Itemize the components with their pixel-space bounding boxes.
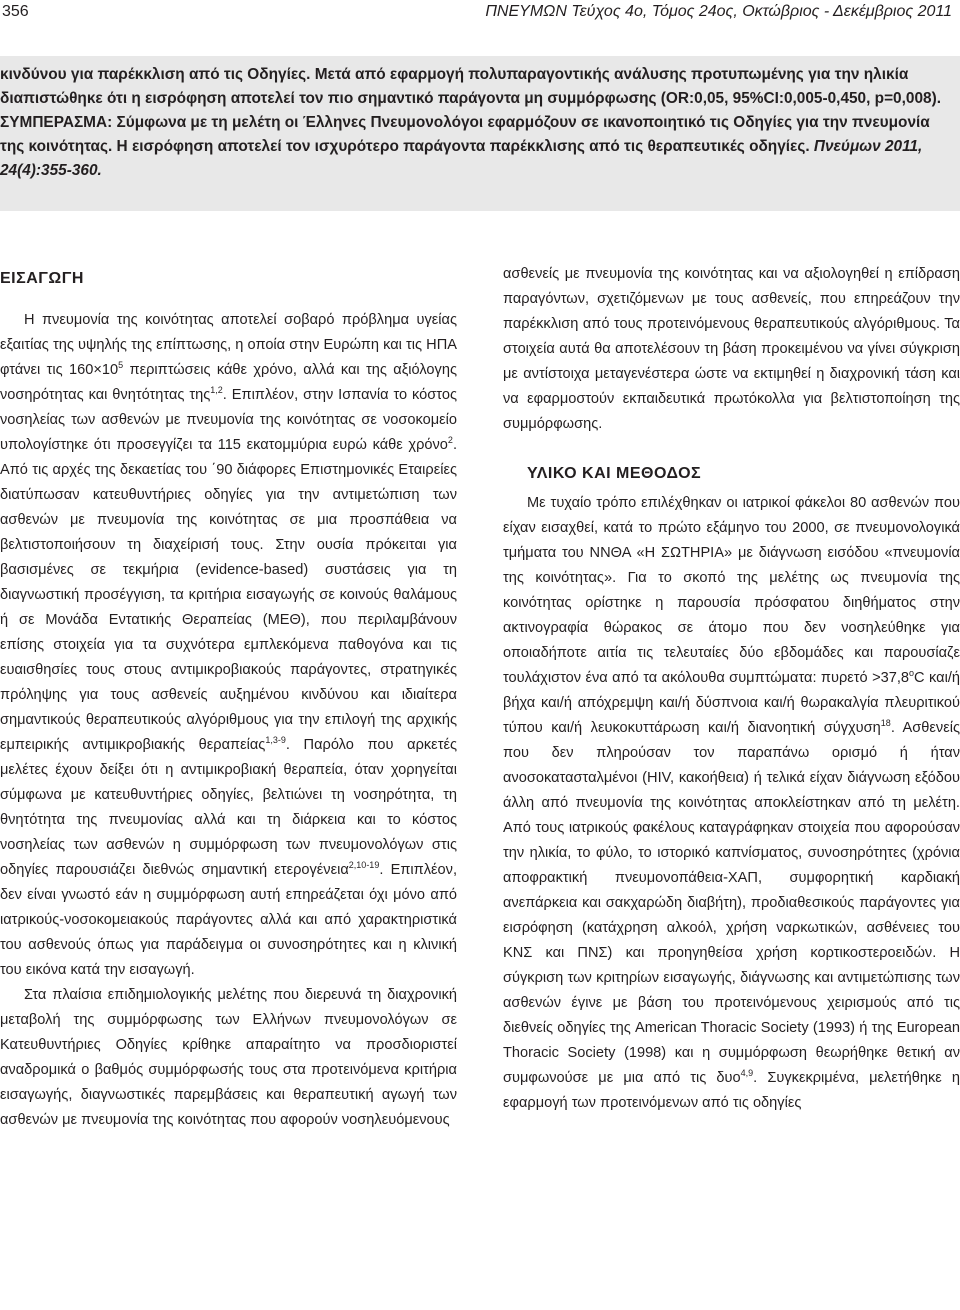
intro-paragraph-1: Η πνευμονία της κοινότητας αποτελεί σοβαρό πρόβλημα υγείας εξαιτίας της υψηλής της επίπτωσης, η οποία στην Ευρώπη και τις ΗΠΑ φτάνει τις $160\times 10^5$ περιπτώσεις κάθε χρόνο, αλλά και της αξιόλογης νοσηρότητας και θνητότητας της$^{1,2}$. Επιπλέον, στην Ισπανία το κόστος νοσηλείας των ασθενών με πνευμονία της κοινότητας σε νοσοκομείο υπολογίστηκε ότι προσεγγίζει τα 115 εκατομμύρια ευρώ κάθε χρόνο$^2$. Από τις αρχές της δεκαετίας του ΄90 διάφορες Επιστημονικές Εταιρείες διατύπωσαν κατευθυντήριες οδηγίες για την αντιμετώπιση των ασθενών με πνευμονία της κοινότητας σε μια προσπάθεια να βελτιστοποιήσουν τη διαχείρισή τους. Στην ουσία πρόκειται για βασισμένες σε τεκμήρια (evidence-based) συστάσεις για τη διαγνωστική προσέγγιση, τα κριτήρια εισαγωγής σε κοινούς θαλάμους ή σε Μονάδα Εντατικής Θεραπείας (ΜΕΘ), που περιλαμβάνουν επίσης στοιχεία για τα συχνότερα εμπλεκόμενα παθογόνα και τις ευαισθησίες τους στους αντιμικροβιακούς παράγοντες, στρατηγικές πρόληψης για τους ασθενείς αυξημένου κινδύνου και ιδιαίτερα σημαντικούς θεραπευτικούς αλγόριθμους για την επιλογή της αρχικής εμπειρικής αντιμικροβιακής θεραπείας$^{1,3-9}$. Παρόλο που αρκετές μελέτες έχουν δείξει ότι η αντιμικροβιακή θεραπεία, όταν χορηγείται σύμφωνα με κατευθυντήριες οδηγίες, βελτιώνει τη νοσηρότητα, τη θνητότητα της πνευμονίας αλλά και τη διάρκεια και το κόστος νοσηλείας των ασθενών η συμμόρφωση των πνευμονολόγων στις οδηγίες παρουσιάζει διεθνώς σημαντική ετερογένεια$^{2,10-19}$. Επιπλέον, δεν είναι γνωστό εάν η συμμόρφωση αυτή επηρεάζεται όχι μόνο από ιατρικούς-νοσοκομειακούς παράγοντες αλλά και από χαρακτηριστικά του ασθενούς όπως για παράδειγμα οι συνοσηρότητες και η κλινική του εικόνα κατά την εισαγωγή.: [0, 312, 457, 978]
abstract-body: κινδύνου για παρέκκλιση από τις Οδηγίες. Μετά από εφαρμογή πολυπαραγοντικής ανάλυσης προτυπωμένης για την ηλικία διαπιστώθηκε ότι η εισρόφηση αποτελεί τον πιο σημαντικό παράγοντα μη συμμόρφωσης (OR:0,05, 95%CI:0,005-0,450, p=0,008). ΣΥΜΠΕΡΑΣΜΑ: Σύμφωνα με τη μελέτη οι Έλληνες Πνευμονολόγοι εφαρμόζουν σε ικανοποιητικό τις Οδηγίες για την πνευμονία της κοινότητας. Η εισρόφηση αποτελεί τον ισχυρότερο παράγοντα παρέκκλισης από τις θεραπευτικές οδηγίες.: [0, 66, 941, 155]
page-number: 356: [2, 3, 29, 20]
reference-superscript: 2,10-19: [348, 860, 380, 871]
reference-superscript: 2: [447, 435, 453, 446]
intro-paragraph-2-continued: ασθενείς με πνευμονία της κοινότητας και να αξιολογηθεί η επίδραση παραγόντων, σχετιζόμενων με τους ασθενείς, που επηρεάζουν την παρέκκλιση από τους προτεινόμενους θεραπευτικούς αλγόριθμους. Τα στοιχεία αυτά θα αποτελέσουν τη βάση προκειμένου να γίνει σύγκριση με αντίστοιχα μεταγενέστερα ώστε να εκτιμηθεί η διαχρονική τάση και να εφαρμοστούν εκπαιδευτικά πρωτόκολλα για βελτιστοποίηση της συμμόρφωσης.: [503, 266, 960, 432]
reference-superscript: 1,2: [210, 385, 223, 396]
reference-superscript: 18: [880, 718, 891, 729]
left-column: [0, 262, 457, 1133]
reference-superscript: 1,3-9: [265, 735, 286, 746]
reference-superscript: 4,9: [740, 1068, 754, 1079]
abstract-text: [0, 63, 952, 183]
intro-paragraph-2: Στα πλαίσια επιδημιολογικής μελέτης που διερευνά τη διαχρονική μεταβολή της συμμόρφωσης των Ελλήνων πνευμονολόγων σε Κατευθυντήριες Οδηγίες κρίθηκε απαραίτητο να προσδιοριστεί αναδρομικά ο βαθμός συμμόρφωσής τους στα προτεινόμενα κριτήρια εισαγωγής, διαγνωστικές παρεμβάσεις και θεραπευτική αγωγή των ασθενών με πνευμονία της κοινότητας που αφορούν νοσηλευόμενους: [0, 987, 457, 1128]
reference-superscript: 5: [118, 360, 124, 371]
page-header: [0, 0, 960, 30]
abstract-citation: Πνεύμων 2011, 24(4):355-360.: [0, 138, 923, 179]
section-heading-methods: ΥΛΙΚΟ ΚΑΙ ΜΕΘΟΔΟΣ: [527, 465, 702, 482]
journal-running-head: ΠΝΕΥΜΩΝ Τεύχος 4ο, Τόμος 24ος, Οκτώβριος - Δεκέμβριος 2011: [485, 3, 952, 20]
abstract-box: [0, 56, 960, 211]
degree-superscript: ο: [909, 668, 915, 679]
section-heading-introduction: ΕΙΣΑΓΩΓΗ: [0, 270, 84, 287]
methods-paragraph-1: Με τυχαίο τρόπο επιλέχθηκαν οι ιατρικοί φάκελοι 80 ασθενών που είχαν εισαχθεί, κατά το πρώτο εξάμηνο του 2000, σε πνευμονολογικά τμήματα του ΝΝΘΑ «Η ΣΩΤΗΡΙΑ» με διάγνωση εισόδου «πνευμονία της κοινότητας». Για το σκοπό της μελέτης ως πνευμονία της κοινότητας ορίστηκε η παρουσία πρόσφατου διηθήματος στην ακτινογραφία θώρακος σε άτομο που δεν νοσηλεύθηκε για οποιαδήποτε αιτία τις τελευταίες δύο εβδομάδες και παρουσίαζε τουλάχιστον ένα από τα ακόλουθα συμπτώματα: $\pi\upsilon\rho\varepsilon\tau ό >37,8^oC$ και/ή βήχα και/ή απόχρεμψη και/ή δύσπνοια και/ή θωρακαλγία πλευριτικού τύπου και/ή λευκοκυττάρωση και/ή διανοητική σύγχυση$^{18}$. Ασθενείς που δεν πληρούσαν τον παραπάνω ορισμό ή ήταν ανοσοκατασταλμένοι (HIV, κακοήθεια) ή τελικά είχαν διάγνωση εξόδου άλλη από πνευμονία της κοινότητας αποκλείστηκαν από τη μελέτη. Από τους ιατρικούς φακέλους καταγράφηκαν στοιχεία που αφορούσαν την ηλικία, το φύλο, το ιστορικό καπνίσματος, συνοσηρότητες (χρόνια αποφρακτική πνευμονοπάθεια-ΧΑΠ, συμφορητική καρδιακή ανεπάρκεια και σακχαρώδη διαβήτη), προδιαθεσικούς παράγοντες για εισρόφηση (κατάχρηση αλκοόλ, χρήση ναρκωτικών, ασθένειες του ΚΝΣ και ΠΝΣ) και προηγηθείσα χρήση κορτικοστεροειδών. Η σύγκριση των κριτηρίων εισαγωγής, διάγνωσης και αντιμετώπισης των ασθενών έγινε με βάση του προτεινόμενους χειρισμούς από τις διεθνείς οδηγίες της American Thoracic Society (1993) ή της European Thoracic Society (1998) και η συμμόρφωση θεωρήθηκε θετική αν συμφωνούσε με μια από τις δυο$^{4,9}$. Συγκεκριμένα, μελετήθηκε η εφαρμογή των προτεινόμενων από τις οδηγίες: [503, 495, 960, 1111]
right-column: [503, 262, 960, 1116]
